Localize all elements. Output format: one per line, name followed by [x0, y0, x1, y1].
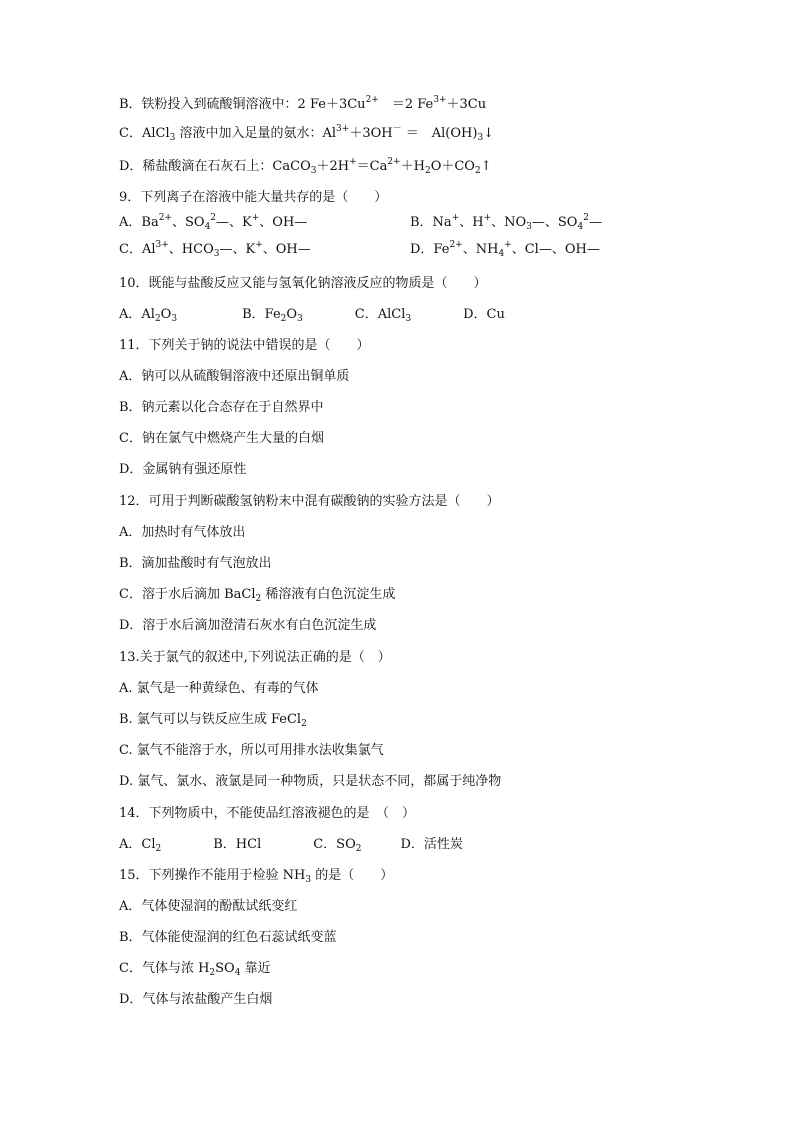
- line-q9c: C．$Al^{3+}$、$HCO_3—$、K+、OH—: [119, 240, 311, 259]
- line-q15c: C．气体与浓 $H_2SO_4$ 靠近: [119, 961, 271, 978]
- line-q9a: A．$Ba^{2+}$、$SO_4^2—$、K+、OH—: [119, 213, 308, 232]
- line-q13c: C. 氯气不能溶于水，所以可用排水法收集氯气: [119, 743, 384, 758]
- line-q8b: B．铁粉投入到硫酸铜溶液中：2 $Fe+3Cu^{2+}$ ＝2 $Fe^{3+}+3Cu$: [119, 95, 487, 112]
- line-q8c: C．AlCl$_3$ 溶液中加入足量的氨水：$Al^{3+}+3OH^-$ ＝ $Al(OH)_3↓$: [119, 124, 495, 143]
- line-q9b: B．Na+、H+、$NO_3—$、$SO_4^2—$: [410, 213, 602, 232]
- line-q14: 14．下列物质中，不能使品红溶液褪色的是 （ ）: [119, 806, 416, 821]
- line-q11a: A．钠可以从硫酸铜溶液中还原出铜单质: [119, 369, 350, 384]
- line-q12: 12．可用于判断碳酸氢钠粉末中混有碳酸钠的实验方法是（ ）: [119, 494, 500, 509]
- line-q13: 13.关于氯气的叙述中,下列说法正确的是（ ）: [119, 650, 391, 665]
- line-q10opts: A．$Al_2O_3$ B．$Fe_2O_3$ C．AlCl$_3$ D．Cu: [119, 307, 505, 324]
- line-q12d: D．溶于水后滴加澄清石灰水有白色沉淀生成: [119, 618, 377, 633]
- line-q15d: D．气体与浓盐酸产生白烟: [119, 992, 273, 1007]
- line-q13b: B. 氯气可以与铁反应生成 FeCl$_2$: [119, 712, 307, 729]
- line-q15b: B．气体能使湿润的红色石蕊试纸变蓝: [119, 930, 337, 945]
- line-q9: 9．下列离子在溶液中能大量共存的是（ ）: [119, 190, 388, 205]
- line-q10: 10．既能与盐酸反应又能与氢氧化钠溶液反应的物质是（ ）: [119, 276, 487, 291]
- line-q14opts: A．$Cl_2$ B．HCl C．$SO_2$ D．活性炭: [119, 837, 463, 854]
- line-q11c: C．钠在氯气中燃烧产生大量的白烟: [119, 431, 324, 446]
- line-q13d: D. 氯气、氯水、液氯是同一种物质，只是状态不同，都属于纯净物: [119, 774, 502, 789]
- line-q15: 15．下列操作不能用于检验 $NH_3$ 的是（ ）: [119, 868, 394, 885]
- line-q12a: A．加热时有气体放出: [119, 525, 246, 540]
- line-q8d: D．稀盐酸滴在石灰石上：$CaCO_3+2H^+=Ca^{2+}+H_2O+CO_2↑$: [119, 157, 492, 176]
- line-q12b: B．滴加盐酸时有气泡放出: [119, 556, 272, 571]
- line-q15a: A．气体使湿润的酚酞试纸变红: [119, 899, 298, 914]
- line-q9d: D．$Fe^{2+}$、$NH_4^+$、Cl—、OH—: [410, 240, 600, 259]
- line-q13a: A. 氯气是一种黄绿色、有毒的气体: [119, 681, 319, 696]
- line-q12c: C．溶于水后滴加 BaCl$_2$ 稀溶液有白色沉淀生成: [119, 587, 396, 604]
- line-q11: 11．下列关于钠的说法中错误的是（ ）: [119, 338, 370, 353]
- line-q11b: B．钠元素以化合态存在于自然界中: [119, 400, 324, 415]
- line-q11d: D．金属钠有强还原性: [119, 462, 247, 477]
